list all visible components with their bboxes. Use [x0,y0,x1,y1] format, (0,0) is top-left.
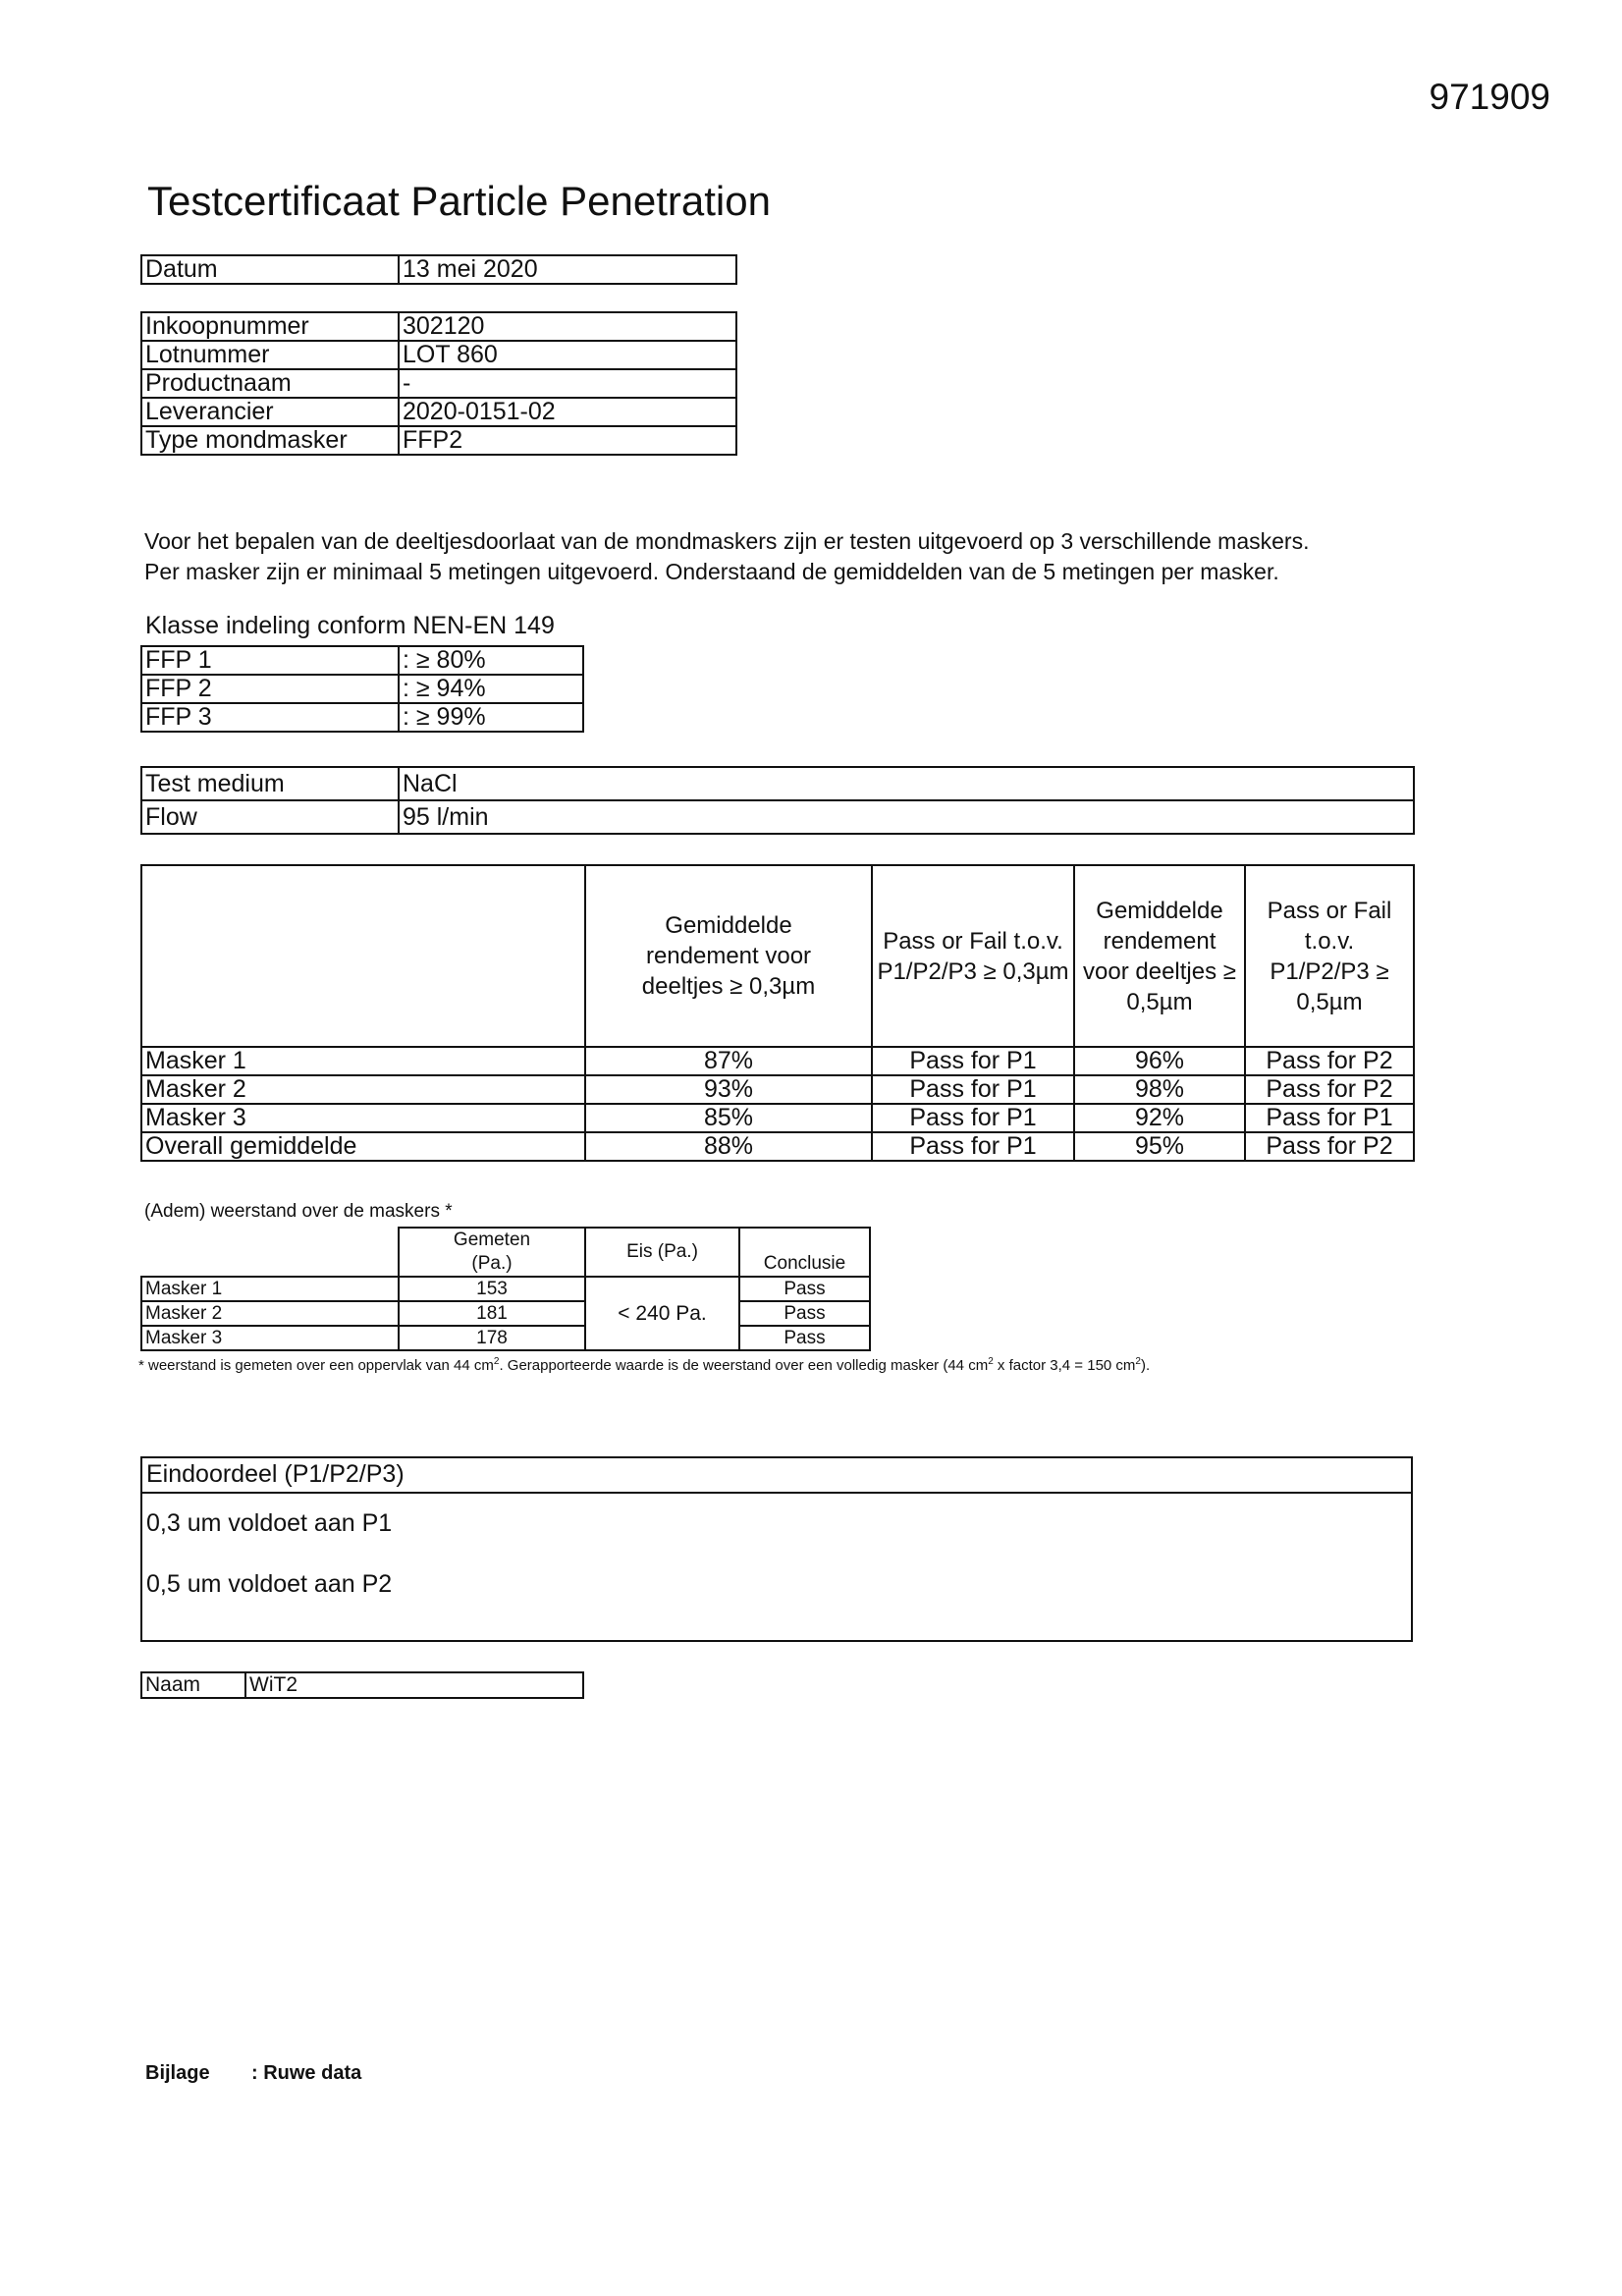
final-verdict-line: 0,5 um voldoet aan P2 [146,1570,393,1598]
results-efficiency-03: 85% [585,1104,872,1132]
resistance-caption: (Adem) weerstand over de maskers * [144,1201,453,1222]
class-label: FFP 1 [141,646,399,675]
document-number: 971909 [1429,77,1550,117]
results-row [141,1047,1414,1075]
resistance-header-measured: Gemeten (Pa.) [399,1228,585,1277]
name-table [140,1671,584,1699]
results-efficiency-05: 95% [1074,1132,1245,1161]
info-label: Lotnummer [141,341,399,369]
results-mask-name: Masker 3 [141,1104,585,1132]
page-title: Testcertificaat Particle Penetration [147,178,771,224]
resistance-table [140,1227,871,1351]
intro-line: Per masker zijn er minimaal 5 metingen uitgevoerd. Onderstaand de gemiddelden van de 5 metingen per masker. [144,559,1279,584]
results-mask-name: Masker 1 [141,1047,585,1075]
results-mask-name: Masker 2 [141,1075,585,1104]
resistance-measured: 153 [399,1277,585,1301]
class-label: FFP 3 [141,703,399,732]
results-passfail-05: Pass for P2 [1245,1075,1414,1104]
results-row-overall [141,1132,1414,1161]
name-label: Naam [141,1672,245,1698]
info-row-product-name [141,369,736,398]
resistance-footnote [138,1357,1150,1374]
resistance-header-row [141,1228,870,1277]
date-label: Datum [141,255,399,284]
final-verdict-line: 0,3 um voldoet aan P1 [146,1509,393,1537]
results-efficiency-03: 88% [585,1132,872,1161]
intro-text [144,526,1309,587]
resistance-requirement: < 240 Pa. [585,1277,739,1350]
resistance-conclusion: Pass [739,1277,870,1301]
attachment [145,2062,361,2085]
condition-label: Test medium [141,767,399,800]
name-row [141,1672,583,1698]
class-value: : ≥ 94% [399,675,583,703]
resistance-header-conclusion: Conclusie [739,1228,870,1277]
info-value: FFP2 [399,426,736,455]
resistance-conclusion: Pass [739,1326,870,1350]
footnote-superscript: 2 [493,1356,500,1367]
date-value: 13 mei 2020 [399,255,736,284]
results-efficiency-05: 92% [1074,1104,1245,1132]
footnote-text: . Gerapporteerde waarde is de weerstand over een volledig masker (44 cm [499,1357,989,1374]
class-value: : ≥ 99% [399,703,583,732]
results-row [141,1075,1414,1104]
resistance-row [141,1326,870,1350]
results-table [140,864,1415,1162]
results-header-efficiency-03: Gemiddelde rendement voor deeltjes ≥ 0,3µm [585,865,872,1047]
class-value: : ≥ 80% [399,646,583,675]
resistance-measured: 178 [399,1326,585,1350]
test-conditions-table [140,766,1415,835]
class-row [141,675,583,703]
results-header-blank [141,865,585,1047]
results-passfail-03: Pass for P1 [872,1104,1074,1132]
results-efficiency-05: 98% [1074,1075,1245,1104]
resistance-mask-name: Masker 1 [141,1277,399,1301]
results-header-passfail-03: Pass or Fail t.o.v. P1/P2/P3 ≥ 0,3µm [872,865,1074,1047]
results-passfail-05: Pass for P2 [1245,1132,1414,1161]
class-label: FFP 2 [141,675,399,703]
resistance-header-blank [141,1228,399,1277]
condition-label: Flow [141,800,399,834]
info-row-mask-type [141,426,736,455]
final-verdict-box [140,1456,1413,1642]
info-value: 2020-0151-02 [399,398,736,426]
classes-caption: Klasse indeling conform NEN-EN 149 [145,612,555,639]
results-passfail-05: Pass for P2 [1245,1047,1414,1075]
footnote-superscript: 2 [1135,1356,1141,1367]
results-passfail-05: Pass for P1 [1245,1104,1414,1132]
intro-line: Voor het bepalen van de deeltjesdoorlaat van de mondmaskers zijn er testen uitgevoerd op 3 verschillende maskers. [144,528,1310,554]
attachment-label: Bijlage [145,2062,210,2084]
info-row-lot-number [141,341,736,369]
date-row [141,255,736,284]
info-row-purchase-number [141,312,736,341]
info-label: Productnaam [141,369,399,398]
product-info-table [140,311,737,456]
results-passfail-03: Pass for P1 [872,1132,1074,1161]
name-value: WiT2 [245,1672,583,1698]
results-mask-name: Overall gemiddelde [141,1132,585,1161]
info-row-supplier [141,398,736,426]
footnote-text: ). [1140,1357,1151,1374]
info-label: Leverancier [141,398,399,426]
info-label: Inkoopnummer [141,312,399,341]
results-passfail-03: Pass for P1 [872,1075,1074,1104]
info-label: Type mondmasker [141,426,399,455]
condition-value: NaCl [399,767,1414,800]
class-row [141,646,583,675]
final-verdict-title: Eindoordeel (P1/P2/P3) [142,1458,1411,1494]
results-header-passfail-05: Pass or Fail t.o.v. P1/P2/P3 ≥ 0,5µm [1245,865,1414,1047]
condition-value: 95 l/min [399,800,1414,834]
resistance-mask-name: Masker 2 [141,1301,399,1326]
info-value: - [399,369,736,398]
footnote-superscript: 2 [988,1356,994,1367]
footnote-text: * weerstand is gemeten over een oppervlak van 44 cm [138,1357,494,1374]
results-row [141,1104,1414,1132]
results-passfail-03: Pass for P1 [872,1047,1074,1075]
results-efficiency-03: 87% [585,1047,872,1075]
resistance-measured: 181 [399,1301,585,1326]
resistance-conclusion: Pass [739,1301,870,1326]
resistance-row [141,1301,870,1326]
footnote-text: x factor 3,4 = 150 cm [993,1357,1136,1374]
condition-row [141,767,1414,800]
date-table [140,254,737,285]
attachment-value: : Ruwe data [251,2062,362,2084]
info-value: 302120 [399,312,736,341]
condition-row [141,800,1414,834]
results-efficiency-03: 93% [585,1075,872,1104]
classes-table [140,645,584,733]
results-efficiency-05: 96% [1074,1047,1245,1075]
resistance-mask-name: Masker 3 [141,1326,399,1350]
resistance-header-requirement: Eis (Pa.) [585,1228,739,1277]
resistance-row [141,1277,870,1301]
class-row [141,703,583,732]
results-header-efficiency-05: Gemiddelde rendement voor deeltjes ≥ 0,5µm [1074,865,1245,1047]
info-value: LOT 860 [399,341,736,369]
results-header-row [141,865,1414,1047]
